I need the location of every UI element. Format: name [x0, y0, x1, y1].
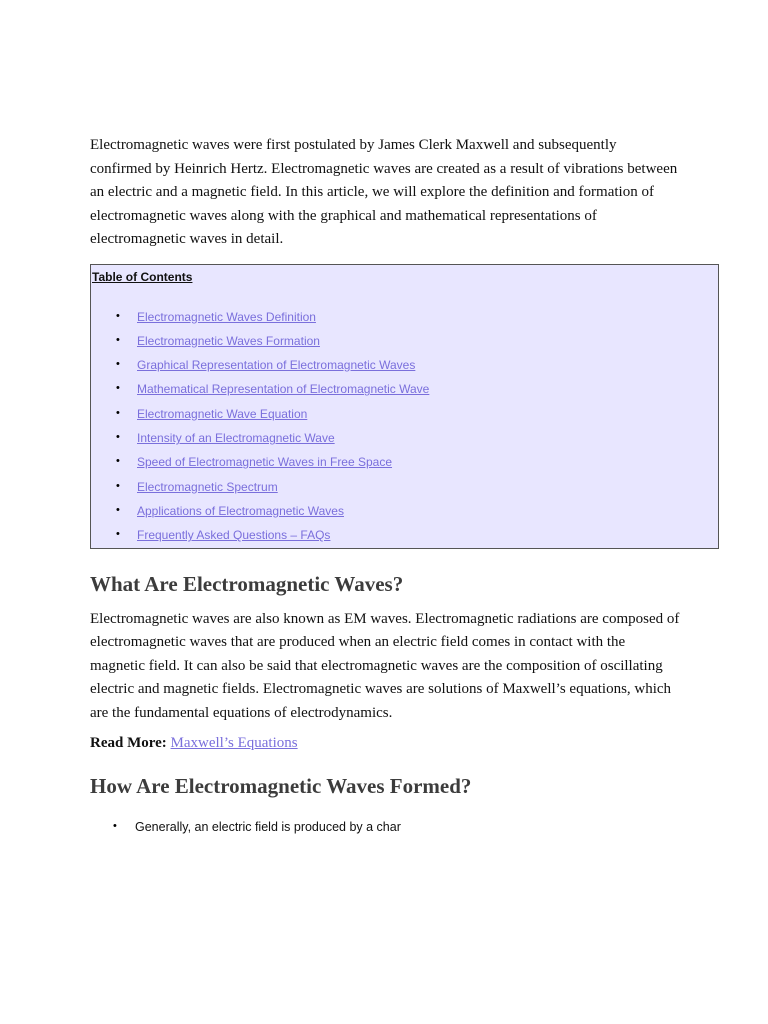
- toc-link-faqs[interactable]: Frequently Asked Questions – FAQs: [137, 528, 331, 543]
- toc-link-intensity[interactable]: Intensity of an Electromagnetic Wave: [137, 430, 335, 445]
- bullet-icon: •: [116, 479, 120, 492]
- section-paragraph: Electromagnetic waves are also known as EM waves. Electromagnetic radiations are composed of electromagnetic waves that are produced when an electric field comes in contact with the magnetic field. It can also be said that electromagnetic waves are the composition of oscillating electric and magnetic fields. Electromagnetic waves are solutions of Maxwell’s equations, which are the fundamental equations of electrodynamics.: [90, 610, 680, 721]
- toc-link-equation[interactable]: Electromagnetic Wave Equation: [137, 406, 308, 421]
- section-heading-how-formed: How Are Electromagnetic Waves Formed?: [90, 774, 472, 798]
- toc-link-formation[interactable]: Electromagnetic Waves Formation: [137, 333, 320, 348]
- bullet-icon: •: [116, 358, 120, 371]
- toc-link-applications[interactable]: Applications of Electromagnetic Waves: [137, 503, 344, 518]
- bullet-icon: •: [116, 382, 120, 395]
- toc-title: Table of Contents: [92, 269, 193, 284]
- bullet-icon: •: [116, 406, 120, 419]
- list-item-text: Generally, an electric field is produced by a char: [135, 820, 401, 834]
- bullet-icon: •: [116, 333, 120, 346]
- bullet-icon: •: [116, 309, 120, 322]
- toc-link-graphical[interactable]: Graphical Representation of Electromagnetic Waves: [137, 358, 416, 373]
- toc-link-definition[interactable]: Electromagnetic Waves Definition: [137, 309, 316, 324]
- document-page: [90, 134, 722, 840]
- bullet-icon: •: [116, 528, 120, 541]
- read-more-label: Read More:: [90, 735, 167, 751]
- bullet-icon: •: [116, 503, 120, 516]
- toc-link-mathematical[interactable]: Mathematical Representation of Electromagnetic Wave: [137, 382, 430, 397]
- table-of-contents: [90, 264, 719, 549]
- toc-link-speed[interactable]: Speed of Electromagnetic Waves in Free Space: [137, 455, 393, 470]
- bullet-icon: •: [113, 820, 117, 832]
- list-item: [90, 820, 722, 840]
- bullet-icon: •: [116, 430, 120, 443]
- read-more-line: [90, 735, 722, 752]
- read-more-link[interactable]: Maxwell’s Equations: [170, 735, 298, 751]
- intro-paragraph: Electromagnetic waves were first postulated by James Clerk Maxwell and subsequently confirmed by Heinrich Hertz. Electromagnetic waves are created as a result of vibrations between an electric and a magnetic field. In this article, we will explore the definition and formation of electromagnetic waves along with the graphical and mathematical representations of electromagnetic waves in detail.: [90, 137, 678, 247]
- bullet-icon: •: [116, 455, 120, 468]
- bullet-list: [90, 820, 722, 840]
- section-heading-what-are: What Are Electromagnetic Waves?: [90, 571, 404, 596]
- toc-link-spectrum[interactable]: Electromagnetic Spectrum: [137, 479, 278, 494]
